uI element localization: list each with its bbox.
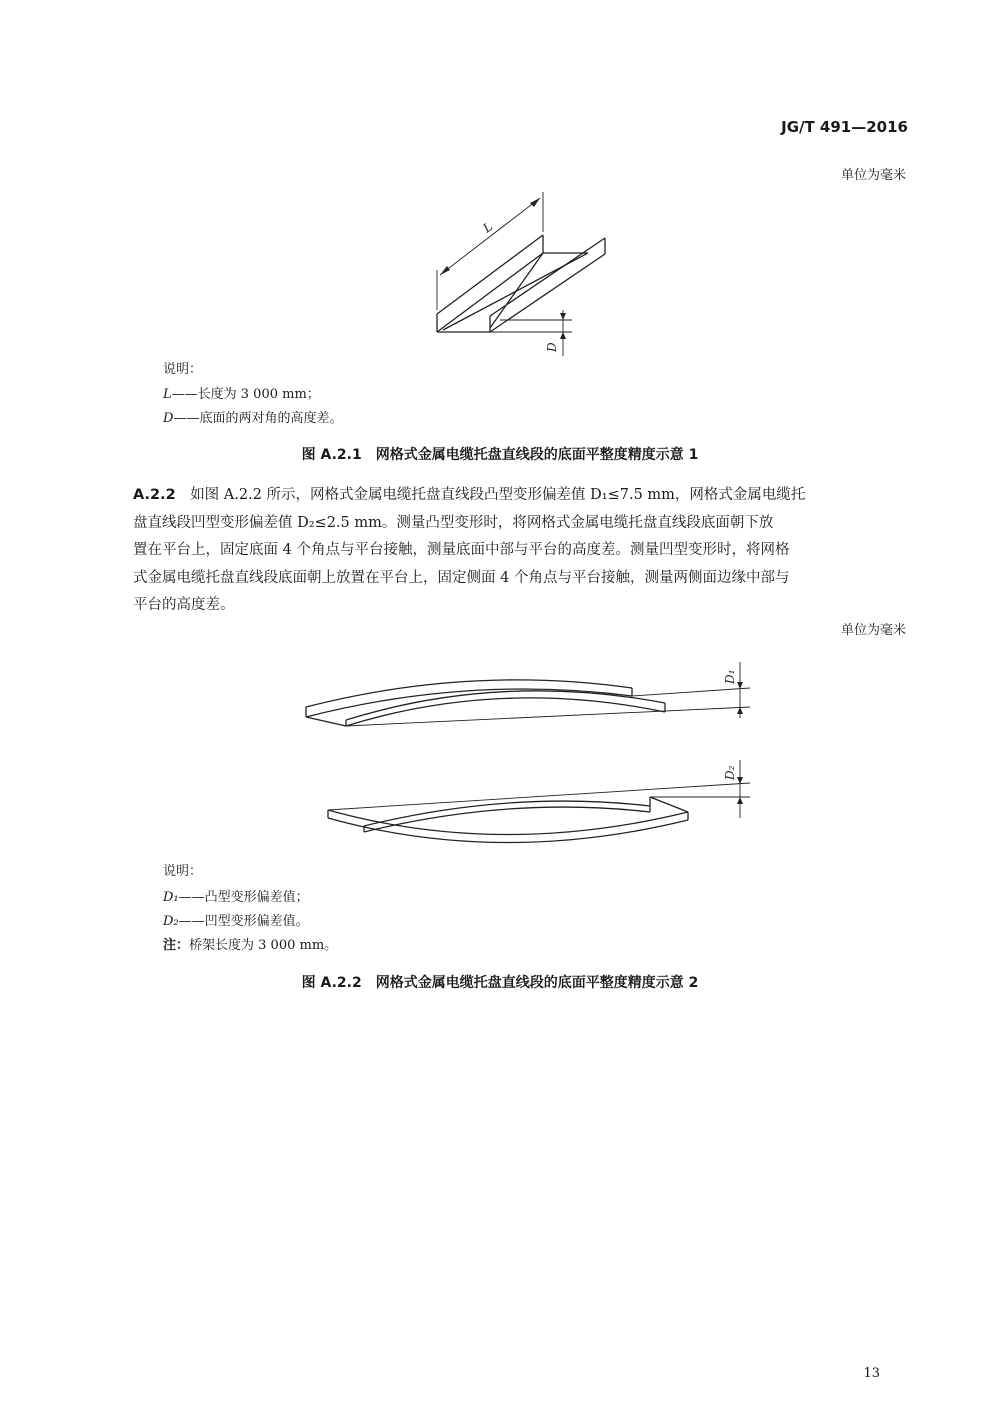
figure-a-2-2-concave-drawing — [328, 760, 750, 843]
fig2-legend-item-D1: D₁——凸型变形偏差值； — [163, 890, 309, 905]
para-line-5: 平台的高度差。 — [133, 597, 235, 613]
section-a-2-2-paragraph — [133, 482, 911, 620]
fig2-note — [163, 934, 337, 953]
fig1-legend-title: 说明： — [163, 362, 203, 377]
section-label: A.2.2 — [133, 487, 176, 503]
note-label: 注： — [163, 938, 190, 953]
para-line-2: 盘直线段凹型变形偏差值 D₂≤2.5 mm。测量凸型变形时，将网格式金属电缆托盘直线段底面朝下放 — [133, 514, 774, 531]
fig2-label-D1: D₁ — [723, 669, 737, 684]
unit-note-figure-1: 单位为毫米 — [840, 168, 906, 183]
fig1-legend-item-L: L——长度为 3 000 mm； — [163, 387, 320, 402]
fig2-label-D2: D₂ — [723, 765, 737, 780]
fig1-label-L: L — [480, 219, 496, 236]
fig1-dim-L-line — [440, 198, 540, 275]
page-number: 13 — [863, 1366, 880, 1381]
standard-code: JG/T 491—2016 — [781, 118, 908, 136]
note-text: 桥架长度为 3 000 mm。 — [189, 938, 338, 953]
figure-a-2-2-convex-drawing — [306, 662, 750, 726]
fig1-legend-item-D: D——底面的两对角的高度差。 — [163, 411, 343, 426]
figure-a-2-1-drawing — [437, 192, 605, 356]
fig2-legend-item-D2: D₂——凹型变形偏差值。 — [163, 914, 309, 929]
figure-caption-a-2-1: 图 A.2.1 网格式金属电缆托盘直线段的底面平整度精度示意 1 — [301, 447, 699, 463]
para-line-4: 式金属电缆托盘直线段底面朝上放置在平台上，固定侧面 4 个角点与平台接触，测量两侧面边缘中部与 — [133, 569, 790, 586]
fig1-diagonal-2 — [443, 253, 588, 330]
unit-note-figure-2: 单位为毫米 — [840, 623, 906, 638]
fig1-label-D: D — [545, 342, 559, 352]
fig2-legend-title: 说明： — [163, 864, 203, 879]
para-line-1: A.2.2 如图 A.2.2 所示，网格式金属电缆托盘直线段凸型变形偏差值 D₁≤7.5 mm，网格式金属电缆托 — [133, 487, 806, 503]
para-line-3: 置在平台上，固定底面 4 个角点与平台接触，测量底面中部与平台的高度差。测量凹型变形时，将网格 — [133, 542, 790, 558]
fig2-concave-baseline — [328, 783, 750, 810]
figure-caption-a-2-2: 图 A.2.2 网格式金属电缆托盘直线段的底面平整度精度示意 2 — [301, 975, 699, 991]
